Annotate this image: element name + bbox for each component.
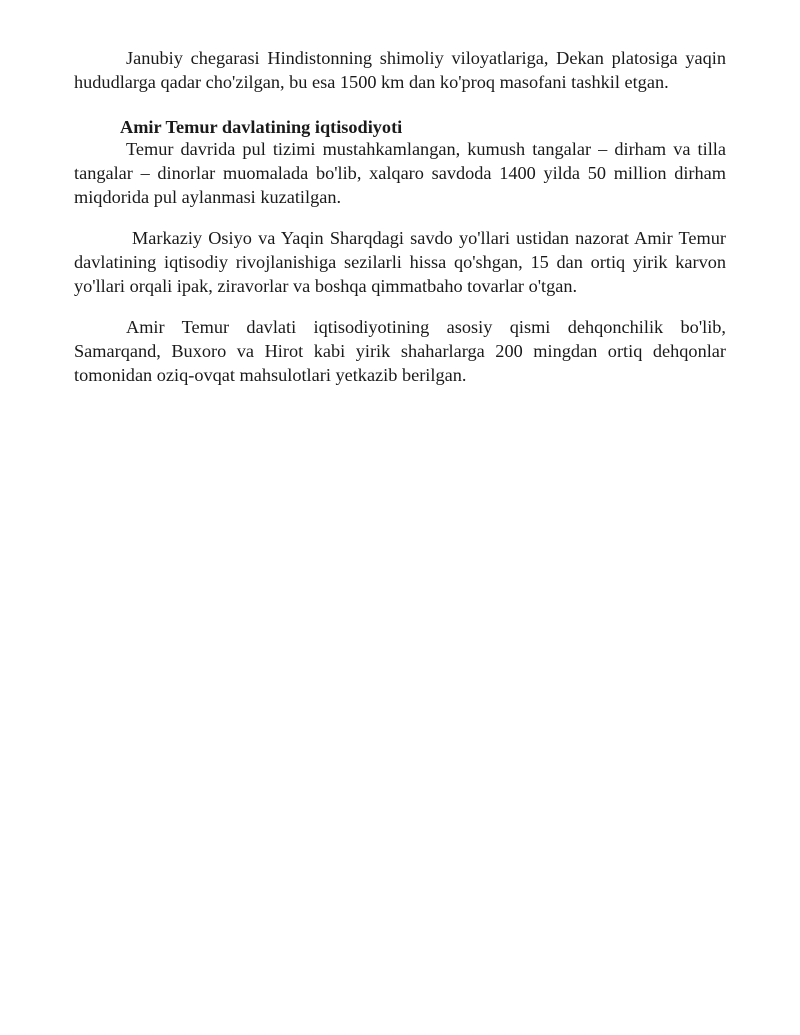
paragraph-trade-routes: Markaziy Osiyo va Yaqin Sharqdagi savdo yo'llari ustidan nazorat Amir Temur davlatining iqtisodiy rivojlanishiga sezilarli hissa qo'shgan, 15 dan ortiq yirik karvon yo'llari orqali ipak, ziravorlar va boshqa qimmatbaho tovarlar o'tgan. — [74, 228, 726, 296]
section-heading: Amir Temur davlatining iqtisodiyoti — [120, 117, 403, 137]
paragraph-monetary-system: Temur davrida pul tizimi mustahkamlangan, kumush tangalar – dirham va tilla tangalar – dinorlar muomalada bo'lib, xalqaro savdoda 1400 yilda 50 million dirham miqdorida pul aylanmasi kuzatilgan. — [74, 139, 726, 207]
paragraph-agriculture: Amir Temur davlati iqtisodiyotining asosiy qismi dehqonchilik bo'lib, Samarqand, Buxoro va Hirot kabi yirik shaharlarga 200 mingdan ortiq dehqonlar tomonidan oziq-ovqat mahsulotlari yetkazib berilgan. — [74, 317, 726, 385]
paragraph-southern-border: Janubiy chegarasi Hindistonning shimoliy viloyatlariga, Dekan platosiga yaqin hududlarga qadar cho'zilgan, bu esa 1500 km dan ko'proq masofani tashkil etgan. — [74, 48, 726, 92]
